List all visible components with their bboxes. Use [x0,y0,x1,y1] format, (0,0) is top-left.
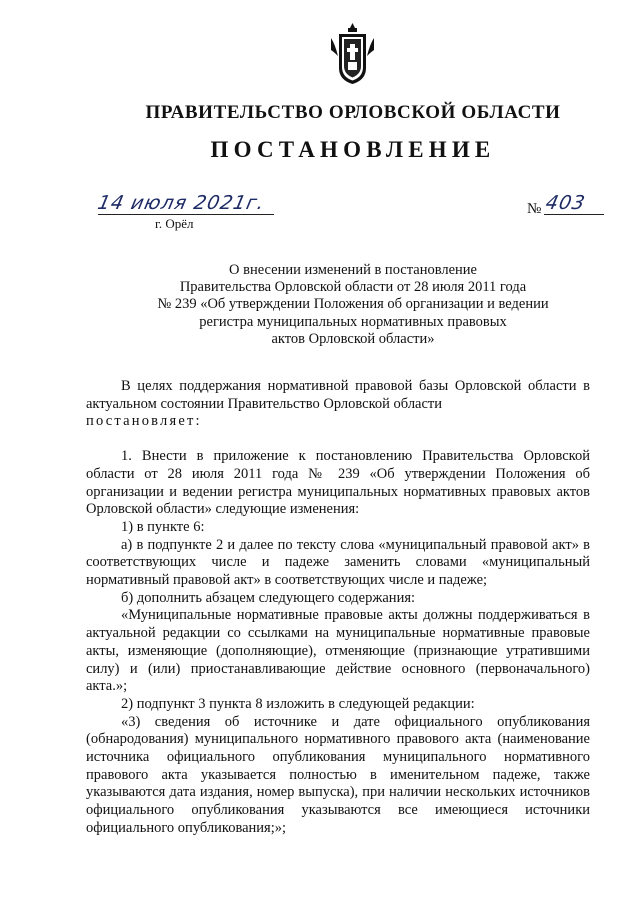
clause-1-item-1-a: а) в подпункте 2 и далее по тексту слова «муниципальный правовой акт» в соответствующих числе и падеже заменить словами «муниципальный нормативный правовой акт» в соответствующих числе и падеже; [86,536,590,589]
document-body [86,378,590,838]
preamble-paragraph: В целях поддержания нормативной правовой базы Орловской области в актуальном состоянии Правительство Орловской области [86,378,590,412]
coat-of-arms-icon [329,22,376,86]
clause-1-item-2-text: «3) сведения об источнике и дате официального опубликования (обнародования) муниципального нормативного правового акта (наименование источника официального опубликования муниципального нормативного правового акта указывается полностью в именительном падеже, также указываются дата издания, номер выпуска), при наличии нескольких источников официального опубликования указываются все имеющиеся источники официального опубликования;»; [86,713,590,836]
subject-line: № 239 «Об утверждении Положения об организации и ведении [157,296,549,313]
date-underline [98,214,274,215]
subject-line: регистра муниципальных нормативных правовых [199,313,507,330]
document-subject [0,262,640,348]
handwritten-number: 403 [543,192,588,214]
number-label: № [527,201,542,217]
clause-1-item-1-b: б) дополнить абзацем следующего содержания: [121,589,416,606]
number-underline [544,214,604,215]
city-label: г. Орёл [155,216,194,231]
government-name: ПРАВИТЕЛЬСТВО ОРЛОВСКОЙ ОБЛАСТИ [145,102,561,123]
resolves-word: постановляет: [86,413,202,430]
clause-1-item-2: 2) подпункт 3 пункта 8 изложить в следующей редакции: [121,695,475,712]
clause-1-item-1-b-text: «Муниципальные нормативные правовые акты должны поддерживаться в актуальной редакции со ссылками на муниципальные нормативные правовые акты, изменяющие (дополняющие), отменяющие (признающие утратившими силу) и (или) приостанавливающие действие основного (первоначального) акта.»; [86,607,590,695]
clause-1: 1. Внести в приложение к постановлению Правительства Орловской области от 28 июля 2011 года № 239 «Об утверждении Положения об организации и ведении регистра муниципальных нормативных правовых актов Орловской области» следующие изменения: [86,448,590,518]
subject-line: актов Орловской области» [271,330,435,347]
handwritten-date: 14 июля 2021г. [95,192,267,214]
subject-line: Правительства Орловской области от 28 июля 2011 года [179,279,527,296]
document-type-title: ПОСТАНОВЛЕНИЕ [210,137,496,162]
clause-1-item-1: 1) в пункте 6: [121,518,205,535]
subject-line: О внесении изменений в постановление [229,262,477,278]
